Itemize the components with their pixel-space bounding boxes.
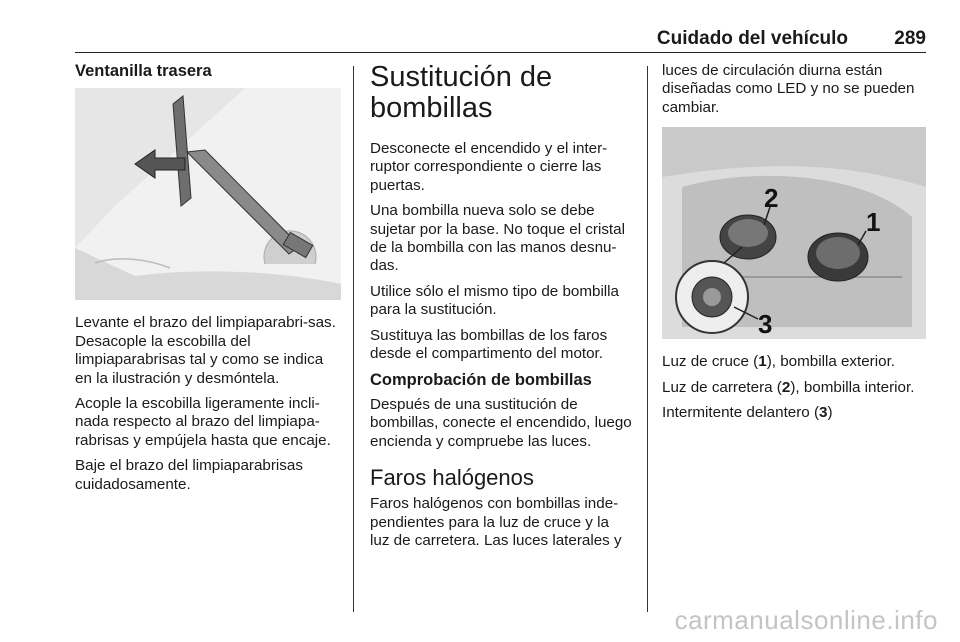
figure-label-3: 3: [758, 309, 773, 340]
paragraph-3: Baje el brazo del limpiaparabrisas cuidadosamente.: [75, 457, 303, 493]
intro-paragraph: luces de circulación diurna están diseñadas como LED y no se pueden cambiar.: [662, 62, 915, 116]
section-heading-rear-window: Ventanilla trasera: [75, 62, 212, 80]
caption-low-beam: Luz de cruce (1), bombilla exterior.: [662, 353, 896, 371]
page-header: [75, 26, 926, 53]
column-3: [662, 62, 926, 429]
column-divider-right: [647, 66, 648, 612]
section-title-halogen: Faros halógenos: [370, 465, 534, 491]
figure-label-2: 2: [764, 183, 779, 214]
caption-high-beam: Luz de carretera (2), bombilla interior.: [662, 378, 915, 396]
caption-turn-signal: Intermitente delantero (3): [662, 404, 833, 422]
figure-label-1: 1: [866, 207, 881, 238]
halogen-paragraph: Faros halógenos con bombillas inde-pendientes para la luz de cruce y la luz de carretera. Las luces laterales y: [370, 495, 622, 549]
paragraph-1: Levante el brazo del limpiaparabri-sas. Desacople la escobilla del limpiaparabrisas tal y como se indica en la ilustración y desmóntela.: [75, 314, 336, 387]
page-number: 289: [894, 28, 926, 49]
paragraph-1: Desconecte el encendido y el inter-ruptor correspondiente o cierre las puertas.: [370, 140, 608, 194]
paragraph-2: Acople la escobilla ligeramente incli-nada respecto al brazo del limpiapa-rabrisas y empújela hasta que encaje.: [75, 395, 331, 449]
site-watermark: carmanualsonline.info: [674, 605, 938, 635]
column-1: [75, 62, 341, 501]
paragraph-3: Utilice sólo el mismo tipo de bombilla para la sustitución.: [370, 282, 620, 319]
page-section-title: Cuidado del vehículo: [656, 28, 848, 49]
column-divider-left: [353, 66, 354, 612]
check-paragraph: Después de una sustitución de bombillas, conecte el encendido, luego encienda y compruebe las luces.: [370, 395, 632, 450]
headlamp-illustration: [662, 127, 926, 339]
column-2: [370, 62, 632, 557]
paragraph-2: Una bombilla nueva solo se debe sujetar por la base. No toque el cristal de la bombilla con las manos desnu-das.: [370, 202, 625, 275]
section-title-bulb-replacement: Sustitución de bombillas: [370, 61, 553, 124]
paragraph-4: Sustituya las bombillas de los faros desde el compartimento del motor.: [370, 326, 608, 363]
rear-wiper-illustration: [75, 88, 341, 300]
subheading-bulb-check: Comprobación de bombillas: [370, 371, 592, 390]
